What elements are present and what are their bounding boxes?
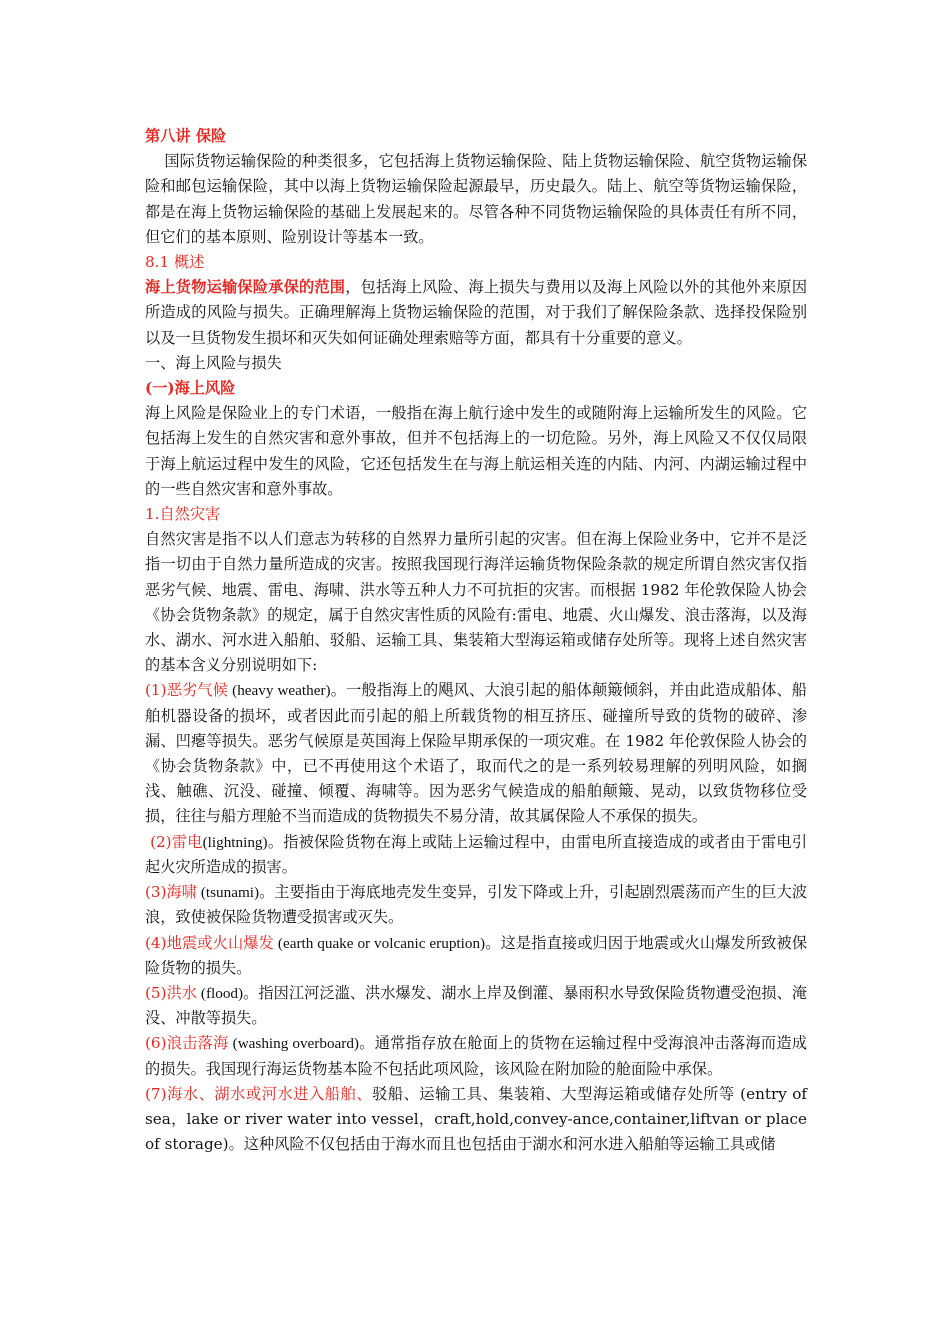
scope-lead: 海上货物运输保险承保的范围	[145, 278, 346, 297]
list-item	[145, 880, 807, 930]
item-text: 。一般指海上的飓风、大浪引起的船体颠簸倾斜，并由此造成船体、船舶机器设备的损坏，或者因此而引起的船上所载货物的相互挤压、碰撞所导致的货物的破碎、渗漏、凹瘪等损失。恶劣气候原是英国海上保险早期承保的一项灾难。在 1982 年伦敦保险人协会的《协会货物条款》中，已不再使用这个术语了，取而代之的是一系列较易理解的列明风险，如搁浅、触礁、沉没、碰撞、倾覆、海啸等。因为恶劣气候造成的船舶颠簸、晃动，以致货物移位受损，往往与船方理舱不当而造成的货物损失不易分清，故其属保险人不承保的损失。	[145, 681, 807, 826]
heading-marine-risk-and-loss: 一、海上风险与损失	[145, 353, 282, 372]
item-text: 驳船、运输工具、集装箱、大型海运箱或储存处所等 (entry of sea，lake or river water into vessel，craft,hold,convey-ance,container,liftvan or place of storage)。这种风险不仅包括由于海水而且也包括由于湖水和河水进入船舶等运输工具或储	[145, 1084, 807, 1154]
scope-paragraph	[145, 275, 807, 351]
list-item	[145, 981, 807, 1031]
item-english: (earth quake or volcanic eruption)	[273, 934, 486, 952]
item-english: (flood)	[197, 984, 244, 1002]
natural-disaster-paragraph: 自然灾害是指不以人们意志为转移的自然界力量所引起的灾害。但在海上保险业务中，它并不是泛指一切由于自然力量所造成的灾害。按照我国现行海洋运输货物保险条款的规定所谓自然灾害仅指恶劣气候、地震、雷电、海啸、洪水等五种人力不可抗拒的灾害。而根据 1982 年伦敦保险人协会《协会货物条款》的规定，属于自然灾害性质的风险有:雷电、地震、火山爆发、浪击落海，以及海水、湖水、河水进入船舶、驳船、运输工具、集装箱大型海运箱或储存处所等。现将上述自然灾害的基本含义分别说明如下:	[145, 530, 807, 675]
list-item	[145, 830, 807, 880]
item-label: (3)海啸	[145, 883, 197, 902]
item-label: (2)雷电	[145, 832, 203, 851]
item-english: (washing overboard)	[228, 1035, 359, 1053]
item-label: (1)恶劣气候	[145, 681, 229, 700]
item-label: (4)地震或火山爆发	[145, 933, 274, 952]
heading-natural-disaster: 1.自然灾害	[145, 505, 221, 524]
item-english: (lightning)	[202, 833, 268, 851]
item-label: (6)浪击落海	[145, 1034, 229, 1053]
section-heading-8-1: 8.1 概述	[145, 253, 205, 272]
item-text: 。主要指由于海底地壳发生变异，引发下降或上升，引起剧烈震荡而产生的巨大波浪，致使被保险货物遭受损害或灭失。	[145, 883, 808, 927]
document-body	[145, 124, 807, 1157]
marine-risk-paragraph: 海上风险是保险业上的专门术语，一般指在海上航行途中发生的或随附海上运输所发生的风险。它包括海上发生的自然灾害和意外事故，但并不包括海上的一切危险。另外，海上风险又不仅仅局限于海上航运过程中发生的风险，它还包括发生在与海上航运相关连的内陆、内河、内湖运输过程中的一些自然灾害和意外事故。	[145, 404, 807, 498]
heading-marine-risk: (一)海上风险	[145, 379, 236, 398]
item-text: 。通常指存放在舱面上的货物在运输过程中受海浪冲击落海而造成的损失。我国现行海运货物基本险不包括此项风险，该风险在附加险的舱面险中承保。	[145, 1034, 808, 1078]
item-text: 。指被保险货物在海上或陆上运输过程中，由雷电所直接造成的或者由于雷电引起火灾所造成的损害。	[145, 832, 808, 876]
list-item	[145, 678, 807, 829]
item-english: (tsunami)	[197, 884, 260, 902]
item-text: 。指因江河泛滥、洪水爆发、湖水上岸及倒灌、暴雨积水导致保险货物遭受泡损、淹没、冲散等损失。	[145, 983, 808, 1028]
list-item	[145, 1082, 807, 1158]
scope-text: ，包括海上风险、海上损失与费用以及海上风险以外的其他外来原因所造成的风险与损失。正确理解海上货物运输保险的范围，对于我们了解保险条款、选择投保险别以及一旦货物发生损坏和灭失如何证确处理索赔等方面，都具有十分重要的意义。	[145, 278, 808, 347]
item-label: (5)洪水	[145, 983, 198, 1002]
item-label: (7)海水、湖水或河水进入船舶、	[145, 1084, 373, 1103]
intro-paragraph: 国际货物运输保险的种类很多，它包括海上货物运输保险、陆上货物运输保险、航空货物运输保险和邮包运输保险，其中以海上货物运输保险起源最早，历史最久。陆上、航空等货物运输保险，都是在海上货物运输保险的基础上发展起来的。尽管各种不同货物运输保险的具体责任有所不同，但它们的基本原则、险别设计等基本一致。	[145, 152, 807, 246]
list-item	[145, 1031, 807, 1081]
list-item	[145, 931, 807, 981]
item-english: (heavy weather)	[228, 682, 331, 700]
lecture-title: 第八讲 保险	[145, 127, 227, 145]
item-text: 。这是指直接或归因于地震或火山爆发所致被保险货物的损失。	[145, 933, 808, 977]
